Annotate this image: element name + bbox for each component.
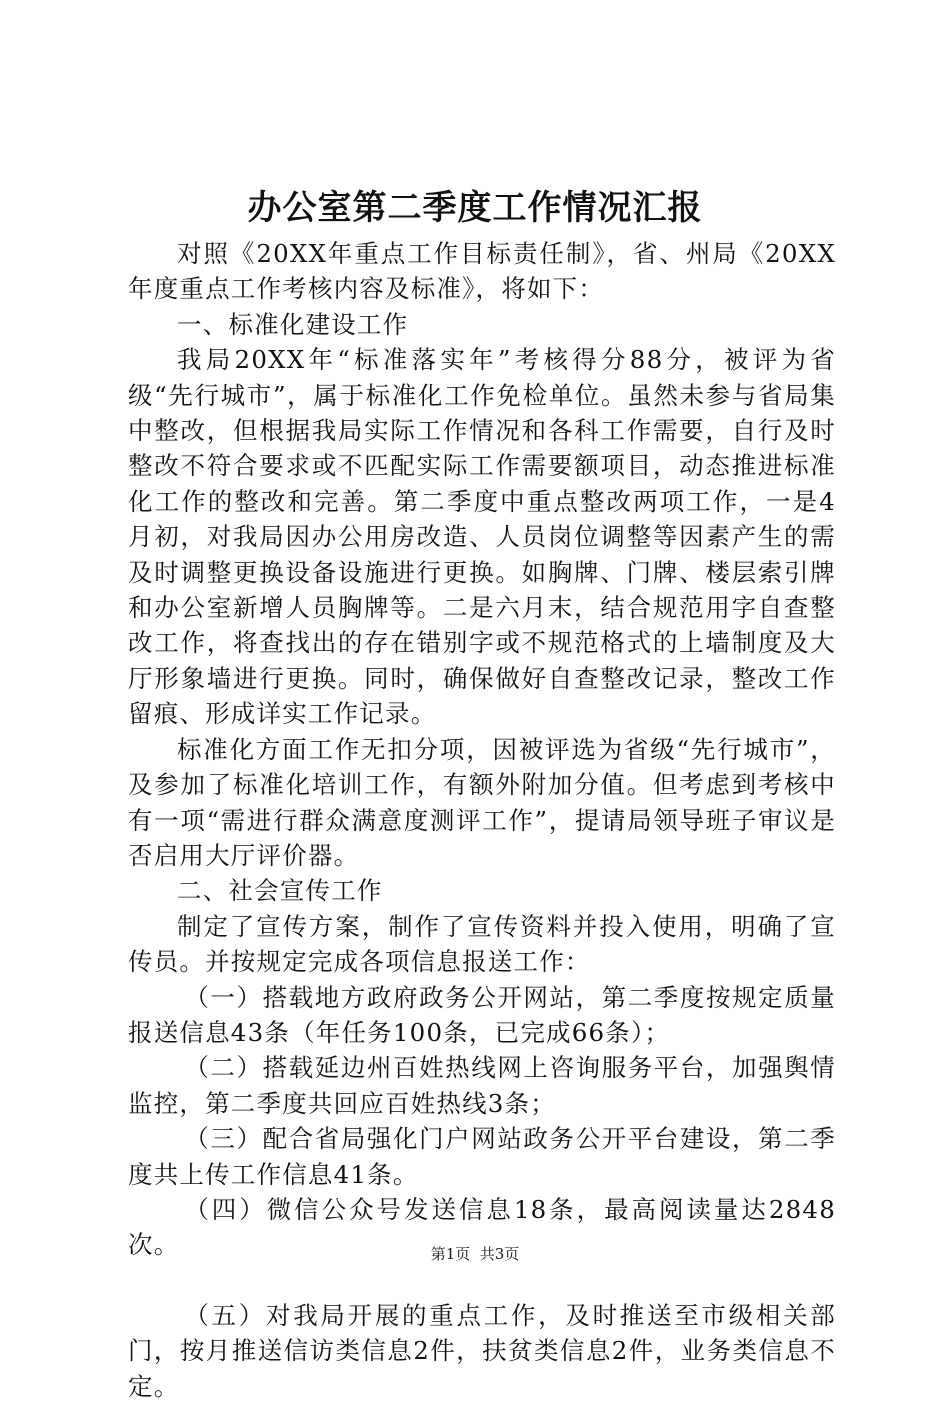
document-body	[128, 236, 836, 1404]
page-number: 第1页 共3页	[430, 1245, 520, 1263]
standardization-score-paragraph: 标准化方面工作无扣分项，因被评选为省级“先行城市”，及参加了标准化培训工作，有额外附加分值。但考虑到考核中有一项“需进行群众满意度测评工作”，提请局领导班子审议是否启用大厅评价器。	[128, 734, 836, 870]
section-heading-publicity: 二、社会宣传工作	[177, 876, 383, 906]
list-item-3: （三）配合省局强化门户网站政务公开平台建设，第二季度共上传工作信息41条。	[128, 1124, 836, 1189]
intro-paragraph: 对照《20XX年重点工作目标责任制》，省、州局《20XX年度重点工作考核内容及标准》，将如下：	[128, 239, 836, 304]
page-footer	[0, 1243, 950, 1265]
standardization-paragraph: 我局20XX年“标准落实年”考核得分88分，被评为省级“先行城市”，属于标准化工作免检单位。虽然未参与省局集中整改，但根据我局实际工作情况和各科工作需要，自行及时整改不符合要求或不匹配实际工作需要额项目，动态推进标准化工作的整改和完善。第二季度中重点整改两项工作，一是4月初，对我局因办公用房改造、人员岗位调整等因素产生的需及时调整更换设备设施进行更换。如胸牌、门牌、楼层索引牌和办公室新增人员胸牌等。二是六月末，结合规范用字自查整改工作，将查找出的存在错别字或不规范格式的上墙制度及大厅形象墙进行更换。同时，确保做好自查整改记录，整改工作留痕、形成详实工作记录。	[128, 345, 836, 729]
list-item-4: （四）微信公众号发送信息18条，最高阅读量达2848次。	[128, 1194, 836, 1260]
document-title: 办公室第二季度工作情况汇报	[247, 188, 703, 228]
section-heading-standardization: 一、标准化建设工作	[177, 309, 409, 339]
list-item-5: （五）对我局开展的重点工作，及时推送至市级相关部门，按月推送信访类信息2件，扶贫类信息2件，业务类信息不定。	[128, 1300, 836, 1401]
list-item-1: （一）搭载地方政府政务公开网站，第二季度按规定质量报送信息43条（年任务100条，已完成66条）；	[128, 982, 836, 1047]
list-item-2: （二）搭载延边州百姓热线网上咨询服务平台，加强舆情监控，第二季度共回应百姓热线3条；	[128, 1053, 836, 1118]
publicity-paragraph: 制定了宣传方案，制作了宣传资料并投入使用，明确了宣传员。并按规定完成各项信息报送工作：	[128, 911, 836, 977]
